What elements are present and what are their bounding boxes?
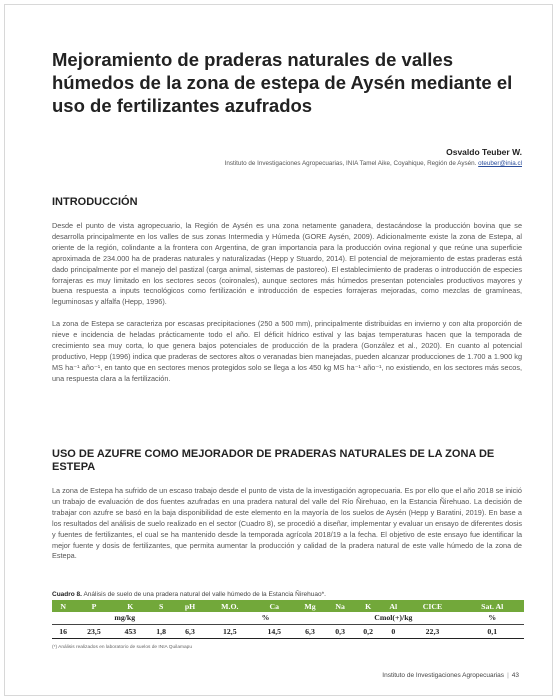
table-units-row — [52, 612, 524, 624]
table-cell: 16 — [52, 624, 74, 638]
table-cell: 0 — [382, 624, 404, 638]
footer-separator: | — [507, 672, 509, 679]
table-cell — [52, 612, 74, 624]
column-header: K — [354, 600, 382, 612]
column-header: M.O. — [205, 600, 255, 612]
table-cell: 22,3 — [405, 624, 461, 638]
table-cell: 6,3 — [175, 624, 205, 638]
page-footer — [382, 672, 519, 679]
column-header: Al — [382, 600, 404, 612]
table-cell: 14,5 — [255, 624, 294, 638]
table-cell — [175, 612, 205, 624]
paragraph: La zona de Estepa ha sufrido de un escaso trabajo desde el punto de vista de la investigación agropecuaria. Es por ello que el año 2018 se inició un trabajo de evaluación de dos fuentes azufradas en una pradera natural del valle del Río Ñirehuao, en la Estancia Ñirehuao. La decisión de trabajar con azufre se basó en la baja disponibilidad de este elemento en la mayoría de los suelos de Aysén (Hepp y Baratini, 2019). En base a los resultados del análisis de suelo realizado en el sector (Cuadro 8), se procedió a diseñar, implementar y evaluar un ensayo de diferentes dosis y fuentes de fertilizantes, el cual se ha mantenido desde la temporada agrícola 2018/19 a la fecha. El objetivo de este ensayo fue identificar la mejor fuente y dosis de fertilizantes, que permita aumentar la producción y calidad de la pradera natural de este valle húmedo de la zona de Estepa. — [52, 486, 522, 561]
table-cell: 0,3 — [326, 624, 354, 638]
column-header: CICE — [405, 600, 461, 612]
table-cell: 0,2 — [354, 624, 382, 638]
page-title: Mejoramiento de praderas naturales de valles húmedos de la zona de estepa de Aysén mediante el uso de fertilizantes azufrados — [52, 49, 513, 116]
author-affiliation — [225, 160, 522, 167]
affiliation-text: Instituto de Investigaciones Agropecuarias, INIA Tamel Aike, Coyahique, Región de Aysén. — [224, 160, 477, 167]
section-body-introduccion — [52, 221, 522, 385]
table-caption-label: Cuadro 8. — [52, 591, 82, 598]
column-header: N — [52, 600, 74, 612]
table-cell: 12,5 — [205, 624, 255, 638]
table-cell: 0,1 — [460, 624, 524, 638]
table-cell: 1,8 — [147, 624, 175, 638]
section-heading-introduccion: INTRODUCCIÓN — [52, 196, 138, 208]
table-cell: 453 — [114, 624, 148, 638]
column-header: Sat. Al — [460, 600, 524, 612]
column-header: Ca — [255, 600, 294, 612]
section-heading-uso-de-azufre: USO DE AZUFRE COMO MEJORADOR DE PRADERAS NATURALES DE LA ZONA DE ESTEPA — [52, 448, 495, 473]
table-cell: Cmol(+)/kg — [326, 612, 460, 624]
section-body-uso-de-azufre — [52, 486, 522, 562]
author-name: Osvaldo Teuber W. — [446, 147, 522, 157]
table-cell: 23,5 — [74, 624, 113, 638]
table-footnote: (*) Análisis realizados en laboratorio de suelos de INIA Quilamapu — [52, 645, 192, 650]
table-cell: % — [205, 612, 326, 624]
table-header-row — [52, 600, 524, 612]
column-header: Na — [326, 600, 354, 612]
column-header: pH — [175, 600, 205, 612]
paragraph: Desde el punto de vista agropecuario, la Región de Aysén es una zona netamente ganadera, destacándose la producción bovina que se desarrolla principalmente en los valles de sus zonas Intermedia y Húmeda (GORE Aysén, 2009). Adicionalmente existe la zona de Estepa, al oriente de la región, colindante a la frontera con Argentina, de gran importancia para la producción ovina regional y que reúne una superficie aproximada de 234.000 ha de praderas naturales y naturalizadas (Hepp y Stuardo, 2014). El potencial de mejoramiento de estas praderas está dado principalmente por el manejo del pastizal (carga animal, sistemas de pastoreo). El establecimiento de praderas o introducción de especies forrajeras es muy limitado en los sectores secos (coironales), aunque sectores más húmedos presentan potenciales productivos mayores y buena respuesta a inputs tecnológicos como fertilización e introducción de especies forrajeras mejoradas, como mezclas de gramíneas, leguminosas y alfalfa (Hepp, 1996). — [52, 221, 522, 307]
table-caption-text: Análisis de suelo de una pradera natural del valle húmedo de la Estancia Ñirehuao*. — [83, 591, 326, 598]
paragraph: La zona de Estepa se caracteriza por escasas precipitaciones (250 a 500 mm), principalmente distribuidas en invierno y con alta proporción de nieve e incidencia de heladas prácticamente todo el año. El déficit hídrico estival y las bajas temperaturas hacen que la temporada de crecimiento sea muy corta, lo que genera bajos potenciales de producción de la pradera (González et al., 2020). En cuanto al potencial productivo, Hepp (1996) indica que praderas de sectores altos o veranadas bien manejadas, pueden alcanzar producciones de 1.700 a 1.900 kg MS ha⁻¹ año⁻¹, en tanto que en sectores menos protegidos solo se llega a los 450 kg MS ha⁻¹ año⁻¹, no existiendo, en los sectores más secos, una respuesta clara a la fertilización. — [52, 319, 522, 383]
column-header: P — [74, 600, 113, 612]
soil-analysis-table — [52, 600, 524, 639]
table-cell: % — [460, 612, 524, 624]
author-block — [225, 147, 522, 167]
column-header: K — [114, 600, 148, 612]
footer-text: Instituto de Investigaciones Agropecuarias — [382, 672, 505, 679]
table-cell: 6,3 — [294, 624, 326, 638]
page-number: 43 — [511, 672, 519, 679]
table-caption — [52, 591, 326, 598]
column-header: S — [147, 600, 175, 612]
table-cell: mg/kg — [74, 612, 175, 624]
table-row — [52, 624, 524, 638]
column-header: Mg — [294, 600, 326, 612]
author-email-link[interactable]: oteuber@inia.cl — [478, 160, 522, 167]
